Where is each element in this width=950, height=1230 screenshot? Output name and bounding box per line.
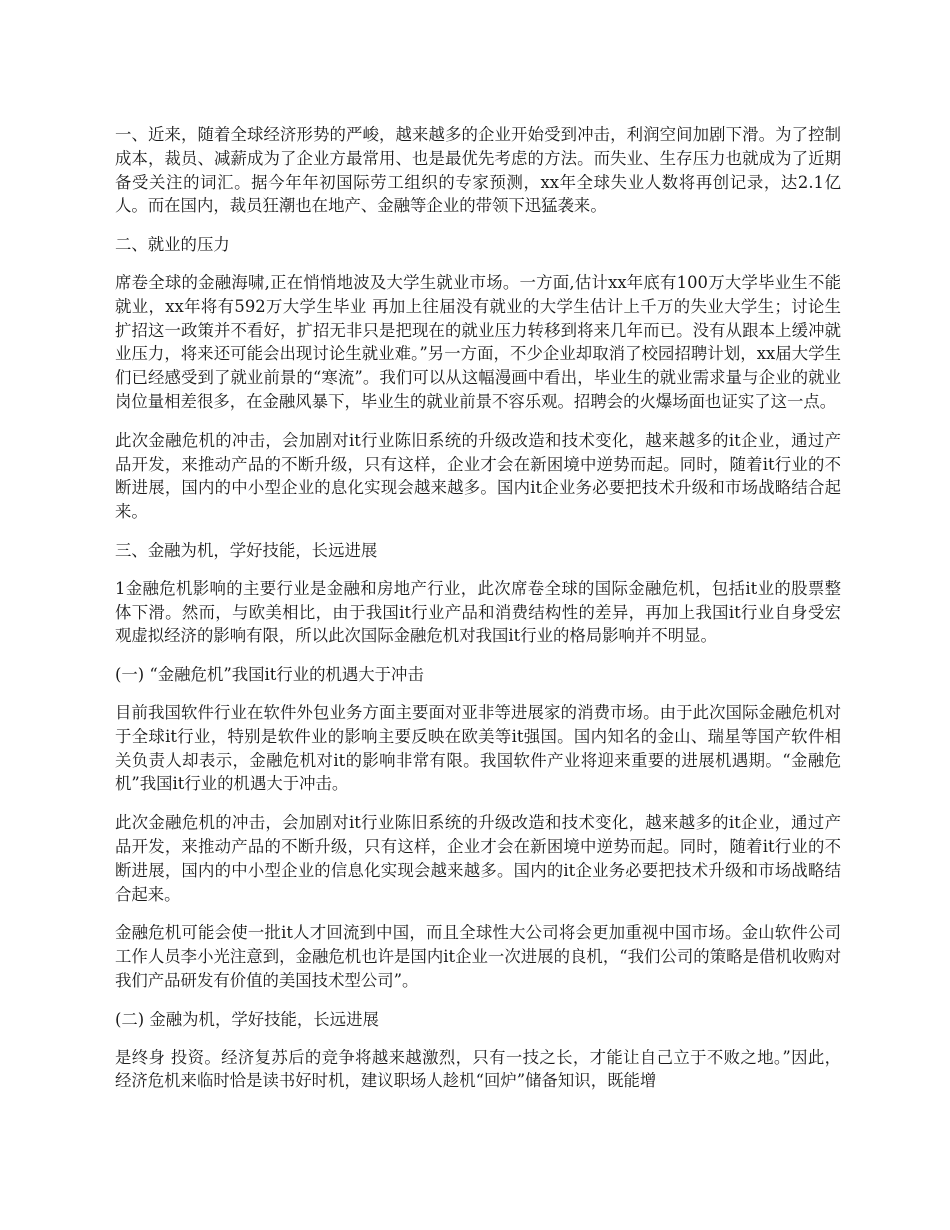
paragraph-affected-industries: 1金融危机影响的主要行业是金融和房地产行业，此次席卷全球的国际金融危机，包括it业的股票整体下滑。然而，与欧美相比，由于我国it行业产品和消费结构性的差异，再加上我国it行业自身受宏观虚拟经济的影响有限，所以此次国际金融危机对我国it行业的格局影响并不明显。 xyxy=(115,578,841,646)
subheading-it-opportunity: (一) “金融危机”我国it行业的机遇大于冲击 xyxy=(115,665,424,685)
section-heading-finance-opportunity: 三、金融为机，学好技能，长远进展 xyxy=(115,540,378,560)
paragraph-lifelong-investment: 是终身 投资。经济复苏后的竞争将越来越激烈，只有一技之长，才能让自己立于不败之地。”因此，经济危机来临时恰是读书好时机，建议职场人趁机“回炉”储备知识，既能增 xyxy=(115,1047,841,1091)
paragraph-talent-return: 金融危机可能会使一批it人才回流到中国，而且全球性大公司将会更加重视中国市场。金山软件公司工作人员李小光注意到，金融危机也许是国内it企业一次进展的良机，“我们公司的策略是借机收购对我们产品研发有价值的美国技术型公司”。 xyxy=(115,923,841,990)
paragraph-layoffs-intro: 一、近来，随着全球经济形势的严峻，越来越多的企业开始受到冲击，利润空间加剧下滑。为了控制成本，裁员、减薪成为了企业方最常用、也是最优先考虑的方法。而失业、生存压力也就成为了近期备受关注的词汇。据今年年初国际劳工组织的专家预测，xx年全球失业人数将再创记录，达2.1亿人。而在国内，裁员狂潮也在地产、金融等企业的带领下迅猛袭来。 xyxy=(115,125,841,216)
document-body xyxy=(115,123,841,1108)
section-heading-employment-pressure: 二、就业的压力 xyxy=(115,235,230,255)
paragraph-it-upgrade-repeat: 此次金融危机的冲击，会加剧对it行业陈旧系统的升级改造和技术变化，越来越多的it企业，通过产品开发，来推动产品的不断升级，只有这样，企业才会在新困境中逆势而起。同时，随着it行业的不断进展，国内的中小型企业的信息化实现会越来越多。国内的it企业务必要把技术升级和市场战略结合起来。 xyxy=(115,813,841,904)
paragraph-software-outsourcing: 目前我国软件行业在软件外包业务方面主要面对亚非等进展家的消费市场。由于此次国际金融危机对于全球it行业，特别是软件业的影响主要反映在欧美等it强国。国内知名的金山、瑞星等国产软件相关负责人却表示，金融危机对it的影响非常有限。我国软件产业将迎来重要的进展机遇期。“金融危机”我国it行业的机遇大于冲击。 xyxy=(115,702,841,794)
paragraph-it-upgrade: 此次金融危机的冲击，会加剧对it行业陈旧系统的升级改造和技术变化，越来越多的it企业，通过产品开发，来推动产品的不断升级，只有这样，企业才会在新困境中逆势而起。同时，随着it行业的不断进展，国内的中小型企业的息化实现会越来越多。国内it企业务必要把技术升级和市场战略结合起来。 xyxy=(115,430,841,522)
subheading-learn-skills: (二) 金融为机，学好技能，长远进展 xyxy=(115,1009,379,1029)
paragraph-graduate-job-market: 席卷全球的金融海啸,正在悄悄地波及大学生就业市场。一方面,估计xx年底有100万大学毕业生不能就业，xx年将有592万大学生毕业 再加上往届没有就业的大学生估计上千万的失业大学生；讨论生扩招这一政策并不看好，扩招无非只是把现在的就业压力转移到将来几年而已。没有从跟本上缓冲就业压力，将来还可能会出现讨论生就业难。”另一方面，不少企业却取消了校园招聘计划，xx届大学生们已经感受到了就业前景的“寒流”。我们可以从这幅漫画中看出，毕业生的就业需求量与企业的就业岗位量相差很多，在金融风暴下，毕业生的就业前景不容乐观。招聘会的火爆场面也证实了这一点。 xyxy=(115,272,841,411)
